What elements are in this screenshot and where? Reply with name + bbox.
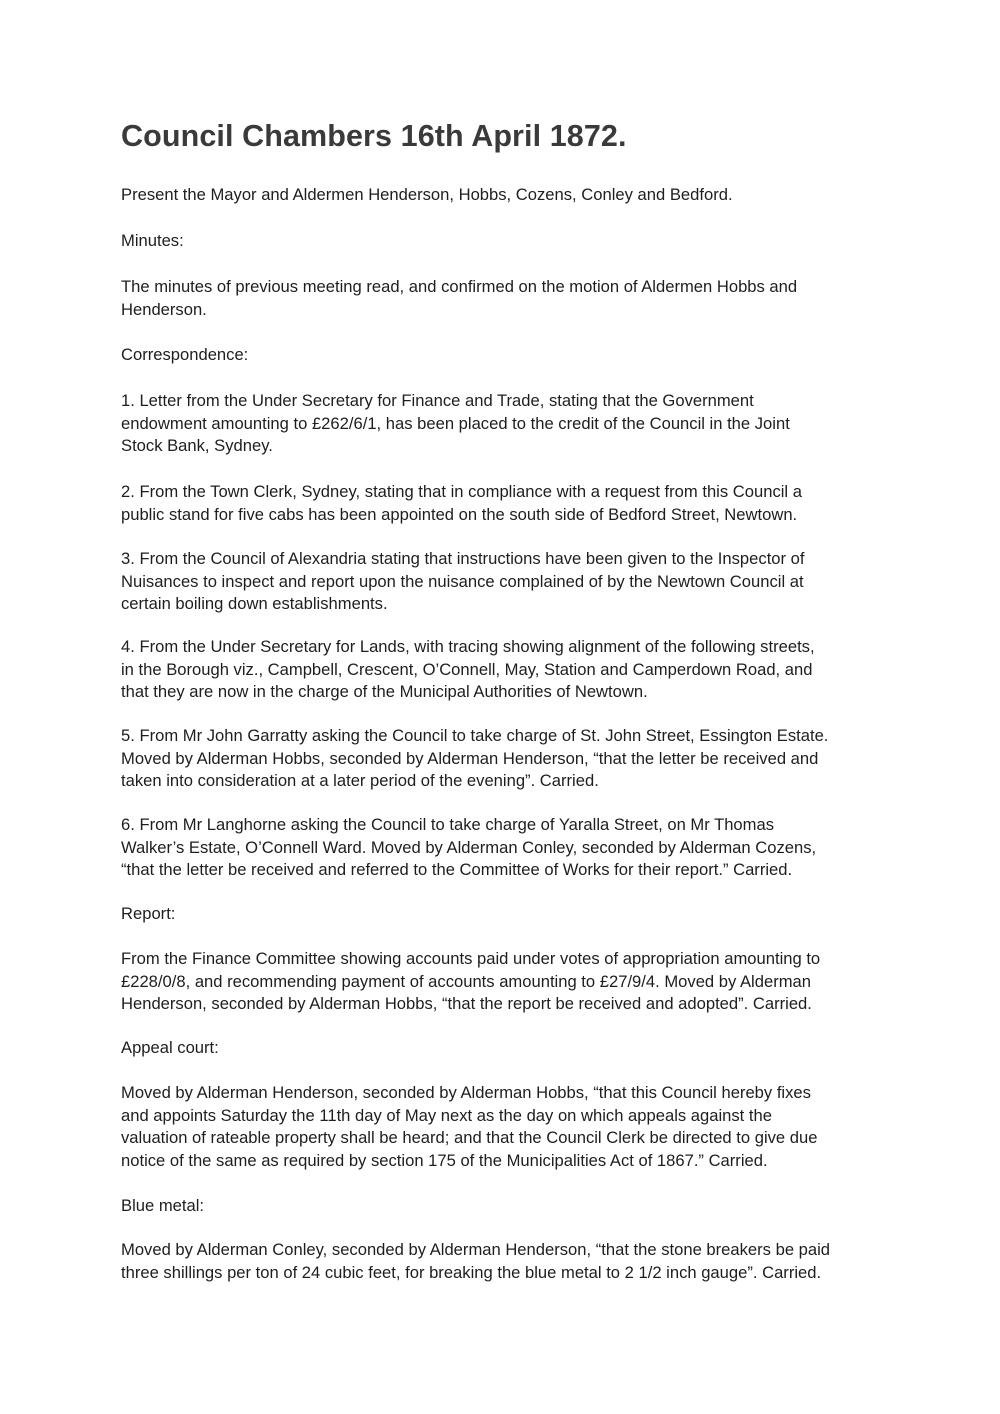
text-line: public stand for five cabs has been appointed on the south side of Bedford Street, Newtown. [121,504,798,524]
text-line: taken into consideration at a later period of the evening”. Carried. [121,771,599,790]
text-line: and appoints Saturday the 11th day of May next as the day on which appeals against the [121,1105,772,1125]
text-line: “that the letter be received and referred to the Committee of Works for their report.” Carried. [121,860,793,879]
correspondence-item-4 [121,636,881,704]
appeal-court-paragraph [121,1082,881,1172]
report-paragraph [121,948,881,1016]
report-heading [121,903,881,926]
text-line: 6. From Mr Langhorne asking the Council to take charge of Yaralla Street, on Mr Thomas [121,815,775,834]
appeal-court-heading [121,1037,881,1060]
text-line: Correspondence: [121,345,249,364]
text-line: valuation of rateable property shall be heard; and that the Council Clerk be directed to give due [121,1128,818,1147]
text-line: Henderson, seconded by Alderman Hobbs, “that the report be received and adopted”. Carried. [121,994,812,1013]
text-line: 3. From the Council of Alexandria stating that instructions have been given to the Inspector of [121,549,805,568]
text-line: that they are now in the charge of the Municipal Authorities of Newtown. [121,682,648,701]
text-line: Blue metal: [121,1196,205,1215]
text-line: Walker’s Estate, O’Connell Ward. Moved by Alderman Conley, seconded by Alderman Cozens, [121,837,817,857]
blue-metal-paragraph [121,1239,881,1284]
correspondence-item-3 [121,548,881,616]
text-line: 1. Letter from the Under Secretary for Finance and Trade, stating that the Government [121,391,754,410]
text-line: 4. From the Under Secretary for Lands, with tracing showing alignment of the following streets, [121,637,815,656]
correspondence-item-1 [121,390,881,458]
text-line: Nuisances to inspect and report upon the nuisance complained of by the Newtown Council at [121,571,804,591]
text-line: certain boiling down establishments. [121,594,388,613]
text-line: From the Finance Committee showing accounts paid under votes of appropriation amounting to [121,949,821,968]
text-line: £228/0/8, and recommending payment of accounts amounting to £27/9/4. Moved by Alderman [121,971,811,991]
text-line: Henderson. [121,299,207,319]
correspondence-heading [121,344,881,367]
text-line: three shillings per ton of 24 cubic feet, for breaking the blue metal to 2 1/2 inch gauge”. Carried. [121,1262,822,1282]
text-line: Moved by Alderman Hobbs, seconded by Alderman Henderson, “that the letter be received and [121,748,819,768]
text-line: Moved by Alderman Conley, seconded by Alderman Henderson, “that the stone breakers be paid [121,1240,831,1259]
attendance-paragraph [121,184,881,207]
text-line: Minutes: [121,231,184,250]
text-line: notice of the same as required by section 175 of the Municipalities Act of 1867.” Carried. [121,1150,768,1170]
text-line: in the Borough viz., Campbell, Crescent, O’Connell, May, Station and Camperdown Road, and [121,659,813,679]
page-title: Council Chambers 16th April 1872. [121,119,627,153]
blue-metal-heading [121,1195,881,1218]
text-line: The minutes of previous meeting read, and confirmed on the motion of Aldermen Hobbs and [121,277,798,296]
text-line: Stock Bank, Sydney. [121,436,273,455]
text-line: endowment amounting to £262/6/1, has been placed to the credit of the Council in the Joint [121,413,790,433]
correspondence-item-6 [121,814,881,882]
text-line: Report: [121,904,176,923]
minutes-heading [121,230,881,253]
correspondence-item-2 [121,481,881,526]
text-line: Present the Mayor and Aldermen Henderson, Hobbs, Cozens, Conley and Bedford. [121,185,733,204]
text-line: Appeal court: [121,1038,219,1057]
correspondence-item-5 [121,725,881,793]
text-line: 2. From the Town Clerk, Sydney, stating that in compliance with a request from this Council a [121,482,802,501]
minutes-paragraph [121,276,881,321]
text-line: 5. From Mr John Garratty asking the Council to take charge of St. John Street, Essington Estate. [121,726,829,745]
text-line: Moved by Alderman Henderson, seconded by Alderman Hobbs, “that this Council hereby fixes [121,1083,811,1102]
